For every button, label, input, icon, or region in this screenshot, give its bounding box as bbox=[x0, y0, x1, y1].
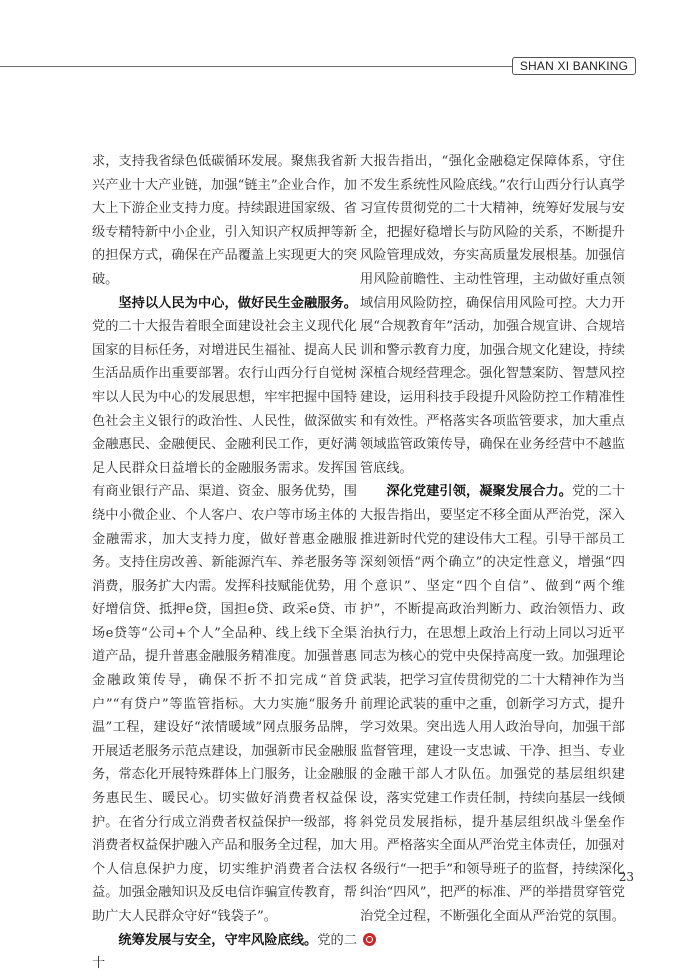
paragraph-continuation: 求，支持我省绿色低碳循环发展。聚焦我省新兴产业十大产业链，加强“链主”企业合作，加大上下游企业支持力度。持续跟进国家级、省级专精特新中小企业，引入知识产权质押等新的担保方式，确保在产品覆盖上实现更大的突破。 bbox=[92, 154, 357, 287]
section-heading-people-centered: 坚持以人民为中心，做好民生金融服务。 bbox=[118, 295, 357, 311]
paragraph-risk-continuation: 大报告指出，“强化金融稳定保障体系，守住不发生系统性风险底线。”农行山西分行认真学习宣传贯彻党的二十大精神，统筹好发展与安全，把握好稳增长与防风险的关系，不断提升风险管理成效，夯实高质量发展根基。加强信用风险前瞻性、主动性管理，主动做好重点领域信用风险防控，确保信用风险可控。大力开展“合规教育年”活动，加强合规宣讲、合规培训和警示教育力度，加强合规文化建设，持续深植合规经营理念。强化智慧案防、智慧风控建设，运用科技手段提升风险防控工作精准性和有效性。严格落实各项监管要求，加大重点领域监管政策传导，确保在业务经营中不越监管底线。 bbox=[360, 154, 625, 476]
paragraph-people-centered bbox=[92, 292, 357, 929]
paragraph-body: 党的二十大报告着眼全面建设社会主义现代化国家的目标任务，对增进民生福祉、提高人民生活品质作出重要部署。农行山西分行自觉树牢以人民为中心的发展思想，牢牢把握中国特色社会主义银行的政治性、人民性，做深做实金融惠民、金融便民、金融利民工作，更好满足人民群众日益增长的金融服务需求。发挥国有商业银行产品、渠道、资金、服务优势，围绕中小微企业、个人客户、农户等市场主体的金融需求，加大支持力度，做好普惠金融服务。支持住房改善、新能源汽车、养老服务等消费，服务扩大内需。发挥科技赋能优势，用好增信贷、抵押e贷，国担e贷、政采e贷、市场e贷等“公司+个人”全品种、线上线下全渠道产品，提升普惠金融服务精准度。加强普惠金融政策传导，确保不折不扣完成“首贷户”“有贷户”等监管指标。大力实施“服务升温”工程，建设好“浓情暖域”网点服务品牌，开展适老服务示范点建设，加强新市民金融服务，常态化开展特殊群体上门服务，让金融服务惠民生、暖民心。切实做好消费者权益保护。在省分行成立消费者权益保护一级部，将消费者权益保护融入产品和服务全过程，加大个人信息保护力度，切实维护消费者合法权益。加强金融知识及反电信诈骗宣传教育，帮助广大人民群众守好“钱袋子”。 bbox=[92, 319, 357, 924]
paragraph-party-building bbox=[360, 480, 625, 952]
paragraph-development-security bbox=[92, 929, 357, 976]
page-number: 23 bbox=[618, 870, 634, 884]
section-heading-development-security: 统筹发展与安全，守牢风险底线。 bbox=[118, 932, 318, 948]
left-column bbox=[92, 150, 357, 976]
right-column bbox=[360, 150, 625, 952]
paragraph-body: 党的二十大报告指出，要坚定不移全面从严治党，深入推进新时代党的建设伟大工程。引导干部员工深刻领悟“两个确立”的决定性意义，增强“四个意识”、坚定“四个自信”、做到“两个维护”，不断提高政治判断力、政治领悟力、政治执行力，在思想上政治上行动上同以习近平同志为核心的党中央保持高度一致。加强理论武装，把学习宣传贯彻党的二十大精神作为当前理论武装的重中之重，创新学习方式，提升学习效果。突出选人用人政治导向，加强干部监督管理，建设一支忠诚、干净、担当、专业的金融干部人才队伍。加强党的基层组织建设，落实党建工作责任制，持续向基层一线倾斜党员发展指标，提升基层组织战斗堡垒作用。严格落实全面从严治党主体责任，加强对各级行“一把手”和领导班子的监督，持续深化纠治“四风”，把严的标准、严的举措贯穿管党治党全过程，不断强化全面从严治党的氛围。 bbox=[360, 484, 625, 924]
paragraph-body: 党的二十 bbox=[92, 932, 358, 972]
section-heading-party-building: 深化党建引领，凝聚发展合力。 bbox=[386, 484, 573, 500]
brand-label: SHAN XI BANKING bbox=[512, 57, 636, 75]
header-rule bbox=[0, 66, 512, 67]
